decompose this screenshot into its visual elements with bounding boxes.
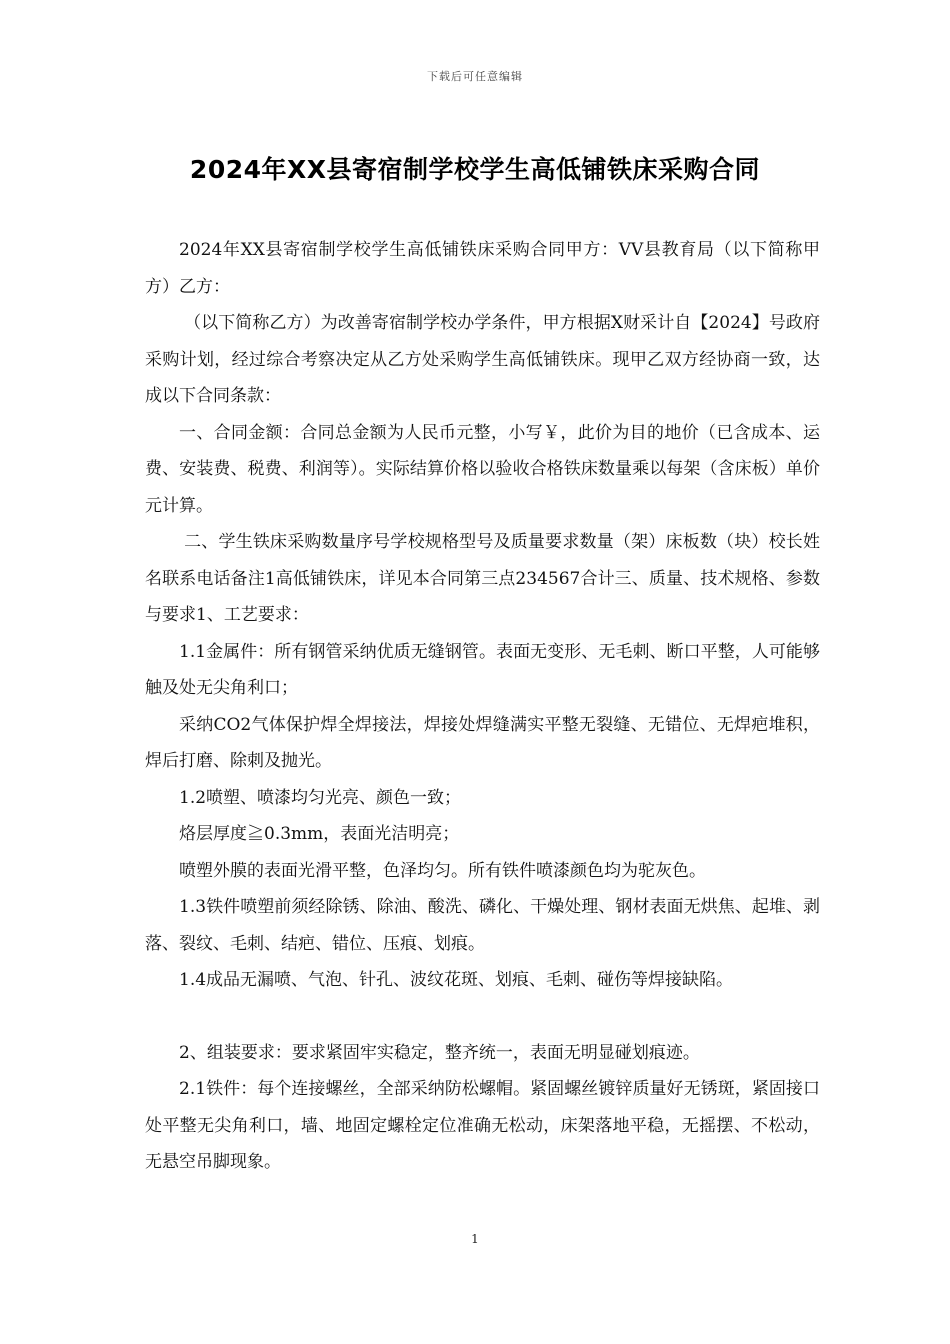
- page-number: 1: [471, 1232, 479, 1246]
- paragraph-coating-thickness: 烙层厚度≧0.3mm，表面光洁明亮；: [179, 824, 460, 844]
- paragraph-welding: 采纳CO2气体保护焊全焊接法，焊接处焊缝满实平整无裂缝、无错位、无焊疤堆积，焊后打磨、除刺及抛光。: [145, 714, 820, 771]
- document-body: [145, 232, 820, 1181]
- paragraph-assembly: 2、组装要求：要求紧固牢实稳定，整齐统一，表面无明显碰划痕迹。: [179, 1042, 700, 1063]
- paragraph-finished-product: 1.4成品无漏喷、气泡、针孔、波纹花斑、划痕、毛刺、碰伤等焊接缺陷。: [179, 970, 734, 990]
- paragraph-spray-coating: 1.2喷塑、喷漆均匀光亮、颜色一致；: [179, 787, 462, 808]
- header-note: 下载后可任意编辑: [427, 70, 523, 83]
- paragraph-pretreatment: 1.3铁件喷塑前须经除锈、除油、酸洗、磷化、干燥处理、钢材表面无烘焦、起堆、剥落、裂纹、毛刺、结疤、错位、压痕、划痕。: [145, 897, 820, 954]
- paragraph-purchase-quantity: 二、学生铁床采购数量序号学校规格型号及质量要求数量（架）床板数（块）校长姓名联系电话备注1高低铺铁床，详见本合同第三点234567合计三、质量、技术规格、参数与要求1、工艺要求：: [145, 532, 820, 625]
- paragraph-party-b: （以下简称乙方）为改善寄宿制学校办学条件，甲方根据X财采计自【2024】号政府采购计划，经过综合考察决定从乙方处采购学生高低铺铁床。现甲乙双方经协商一致，达成以下合同条款：: [145, 313, 820, 406]
- paragraph-contract-intro: 2024年XX县寄宿制学校学生高低铺铁床采购合同甲方：VV县教育局（以下简称甲方）乙方：: [145, 240, 820, 297]
- paragraph-iron-parts: 2.1铁件：每个连接螺丝，全部采纳防松螺帽。紧固螺丝镀锌质量好无锈斑，紧固接口处平整无尖角利口，墙、地固定螺栓定位准确无松动，床架落地平稳，无摇摆、不松动，无悬空吊脚现象。: [145, 1079, 820, 1172]
- document-title: 2024年XX县寄宿制学校学生高低铺铁床采购合同: [189, 155, 761, 184]
- paragraph-metal-parts: 1.1金属件：所有钢管采纳优质无缝钢管。表面无变形、无毛刺、断口平整，人可能够触及处无尖角利口；: [145, 641, 820, 698]
- paragraph-contract-amount: 一、合同金额：合同总金额为人民币元整，小写￥，此价为目的地价（已含成本、运费、安装费、税费、利润等）。实际结算价格以验收合格铁床数量乘以每架（含床板）单价元计算。: [145, 422, 820, 516]
- paragraph-coating-surface: 喷塑外膜的表面光滑平整，色泽均匀。所有铁件喷漆颜色均为驼灰色。: [179, 860, 706, 881]
